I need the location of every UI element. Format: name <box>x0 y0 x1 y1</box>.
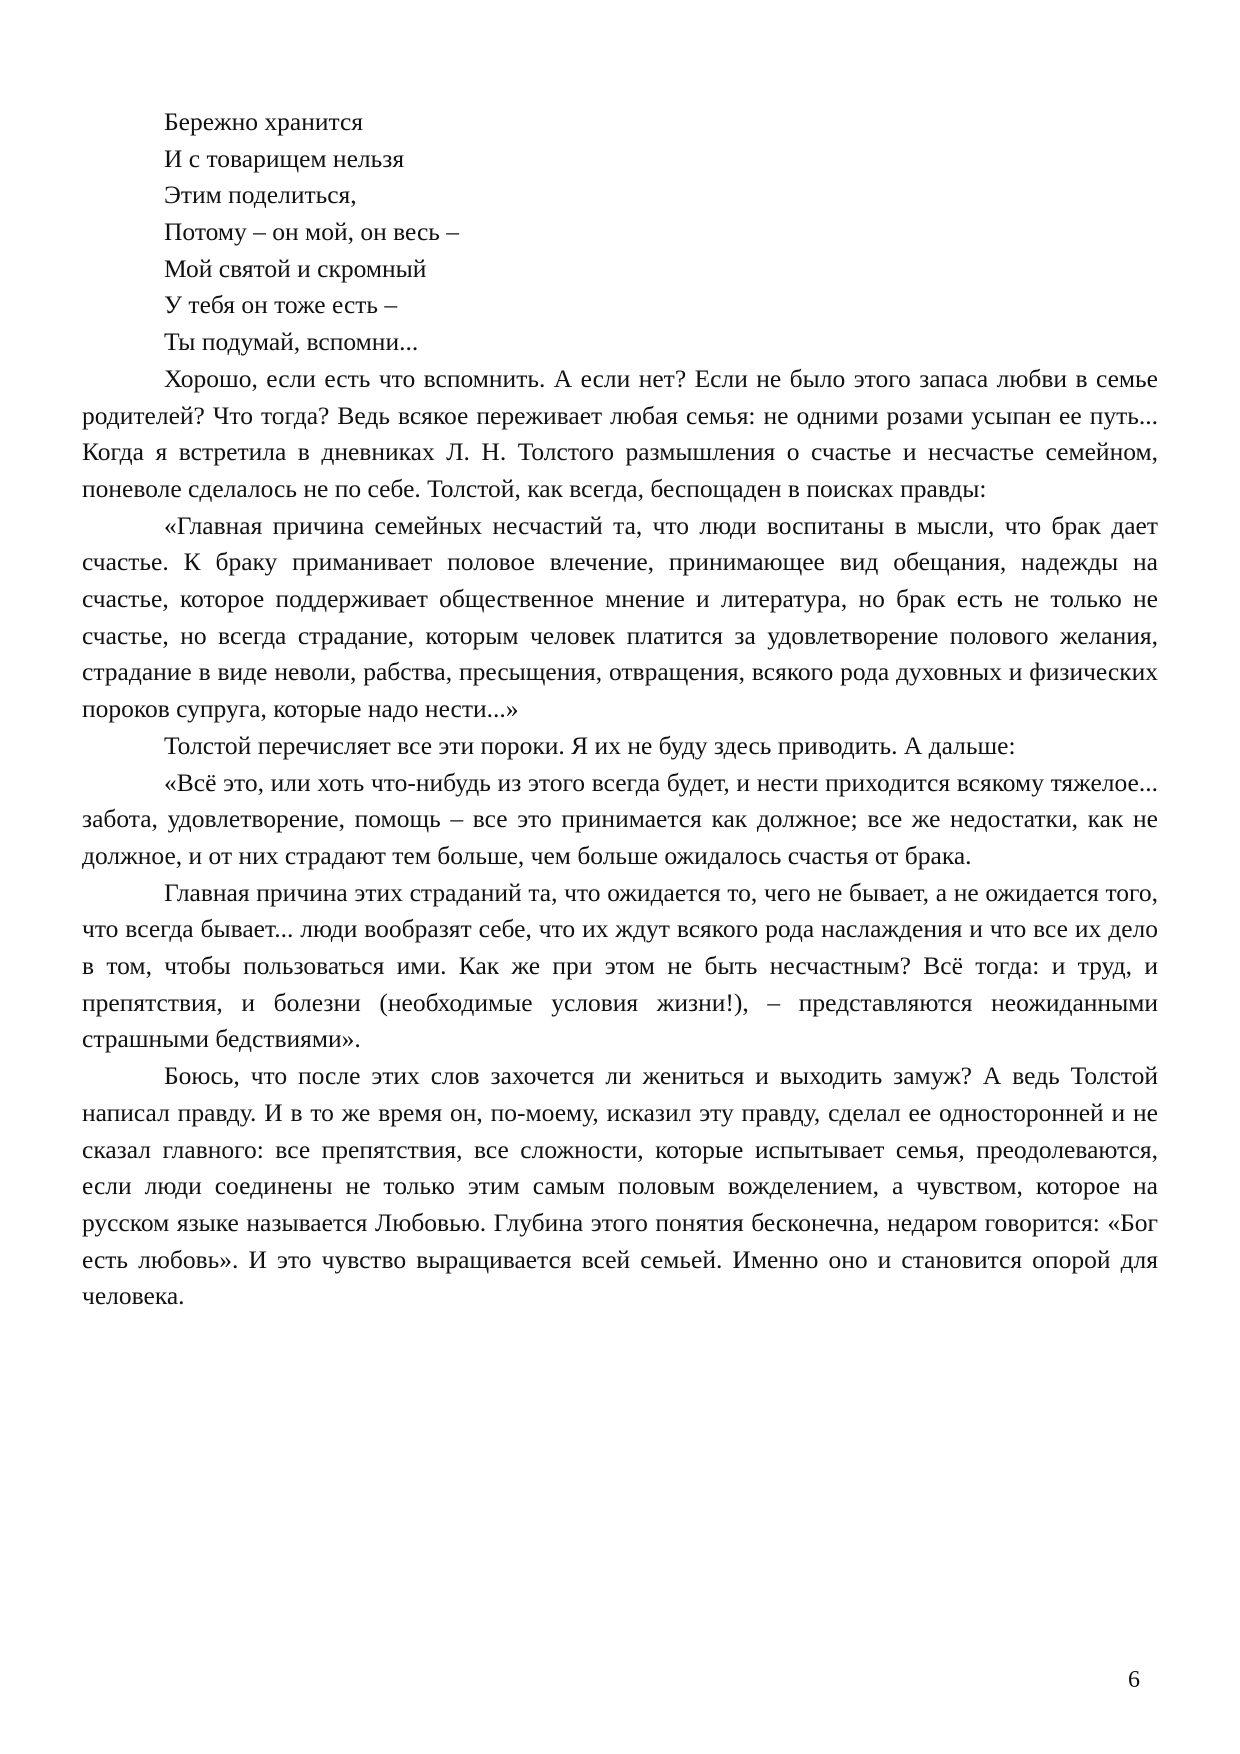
paragraph-author-conclusion: Боюсь, что после этих слов захочется ли жениться и выходить замуж? А ведь Толстой написал правду. И в то же время он, по-моему, исказил эту правду, сделал ее односторонней и не сказал главного: все препятствия, все сложности, которые испытывает семья, преодолеваются, если люди соединены не только этим самым половым вожделением, а чувством, которое на русском языке называется Любовью. Глубина этого понятия бесконечна, недаром говорится: «Бог есть любовь». И это чувство выращивается всей семьей. Именно оно и становится опорой для человека. <box>82 1061 1158 1311</box>
poem-excerpt <box>82 104 1158 361</box>
paragraph-tolstoy-quote-3: Главная причина этих страданий та, что ожидается то, чего не бывает, а не ожидается того, что всегда бывает... люди вообразят себе, что их ждут всякого рода наслаждения и что все их дело в том, чтобы пользоваться ими. Как же при этом не быть несчастным? Всё тогда: и труд, и препятствия, и болезни (необходимые условия жизни!), – представляются неожиданными страшными бедствиями». <box>82 877 1158 1054</box>
verse-line: И с товарищем нельзя <box>164 143 405 173</box>
verse-line: Ты подумай, вспомни... <box>164 327 419 357</box>
document-page <box>82 104 1158 1315</box>
paragraph-tolstoy-quote-1: «Главная причина семейных несчастий та, что люди воспитаны в мысли, что брак дает счастье. К браку приманивает половое влечение, принимающее вид обещания, надежды на счастье, которое поддерживает общественное мнение и литература, но брак есть не только не счастье, но всегда страдание, которым человек платится за удовлетворение полового желания, страдание в виде неволи, рабства, пресыщения, отвращения, всякого рода духовных и физических пороков супруга, которые надо нести...» <box>82 510 1158 724</box>
page-number: 6 <box>1128 1667 1140 1693</box>
paragraph-tolstoy-lists-vices: Толстой перечисляет все эти пороки. Я их не буду здесь приводить. А дальше: <box>164 730 1016 760</box>
paragraph-memory-question: Хорошо, если есть что вспомнить. А если нет? Если не было этого запаса любви в семье родителей? Что тогда? Ведь всякое переживает любая семья: не одними розами усыпан ее путь... Когда я встретила в дневниках Л. Н. Толстого размышления о счастье и несчастье семейном, поневоле сделалось не по себе. Толстой, как всегда, беспощаден в поисках правды: <box>82 363 1158 503</box>
verse-line: У тебя он тоже есть – <box>164 290 398 320</box>
verse-line: Мой святой и скромный <box>164 253 427 283</box>
verse-line: Этим поделиться, <box>164 180 357 210</box>
verse-line: Бережно хранится <box>164 107 364 136</box>
paragraph-tolstoy-quote-2: «Всё это, или хоть что-нибудь из этого всегда будет, и нести приходится всякому тяжелое... забота, удовлетворение, помощь – все это принимается как должное; все же недостатки, как не должное, и от них страдают тем больше, чем больше ожидалось счастья от брака. <box>82 767 1158 870</box>
verse-line: Потому – он мой, он весь – <box>164 217 460 247</box>
